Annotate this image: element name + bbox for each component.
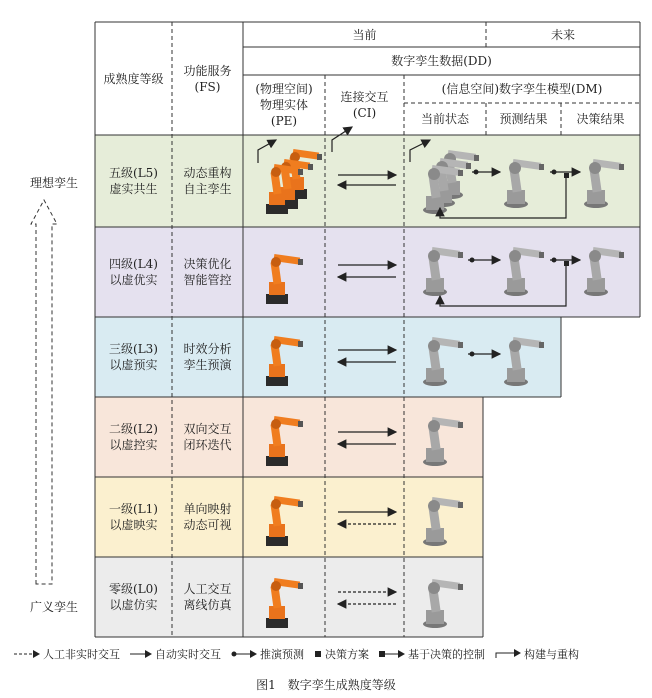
fs-l1-line1: 单向映射 bbox=[183, 502, 232, 516]
legend-auto: 自动实时交互 bbox=[130, 646, 221, 662]
l4-current-robot bbox=[423, 247, 463, 296]
ideal-twin-label: 理想孪生 bbox=[30, 176, 79, 190]
l4-decision-robot bbox=[584, 247, 624, 296]
legend-predict: 推演预测 bbox=[231, 646, 304, 662]
prediction-label: 预测结果 bbox=[499, 112, 548, 126]
fs-l1-line2: 动态可视 bbox=[183, 518, 232, 532]
fs-l3-line1: 时效分析 bbox=[183, 342, 232, 356]
maturity-level-label: 成熟度等级 bbox=[103, 71, 164, 86]
future-label: 未来 bbox=[550, 27, 575, 42]
level-l3-name: 以虚预实 bbox=[109, 358, 158, 372]
fs-l0-line1: 人工交互 bbox=[183, 582, 232, 596]
l3-prediction-robot bbox=[504, 337, 544, 386]
level-l3-code: 三级(L3) bbox=[109, 342, 158, 356]
level-l0-name: 以虚仿实 bbox=[109, 598, 158, 612]
fs-l2-line1: 双向交互 bbox=[183, 422, 232, 436]
fs-l4-line1: 决策优化 bbox=[183, 257, 232, 271]
square-icon bbox=[314, 650, 322, 658]
fs-l0-line2: 离线仿真 bbox=[183, 598, 232, 612]
l1-physical-robot bbox=[266, 496, 303, 546]
fs-l2-line2: 闭环迭代 bbox=[183, 438, 232, 452]
figure-caption: 图1 数字孪生成熟度等级 bbox=[256, 678, 396, 692]
l2-current-robot bbox=[423, 417, 463, 466]
decision-label: 决策结果 bbox=[576, 112, 625, 126]
legend-plan: 决策方案 bbox=[314, 646, 369, 662]
ci-line1: 连接交互 bbox=[340, 90, 389, 104]
legend-manual: 人工非实时交互 bbox=[14, 646, 120, 662]
solid-arrow-icon bbox=[130, 650, 152, 658]
legend bbox=[14, 646, 579, 662]
l4-physical-robot bbox=[266, 254, 303, 304]
square-arrow-icon bbox=[379, 650, 405, 658]
fs-l5-line1: 动态重构 bbox=[183, 166, 232, 180]
l5-ci-rebuild-arrow bbox=[332, 127, 352, 152]
level-l0-code: 零级(L0) bbox=[109, 582, 158, 596]
dot-arrow-icon bbox=[231, 650, 257, 658]
fs-label-line2: (FS) bbox=[194, 79, 221, 94]
l3-current-robot bbox=[423, 337, 463, 386]
level-l2-code: 二级(L2) bbox=[109, 422, 158, 436]
legend-control: 基于决策的控制 bbox=[379, 646, 485, 662]
fs-l4-line2: 智能管控 bbox=[183, 273, 232, 287]
level-l2-name: 以虚控实 bbox=[109, 438, 158, 452]
legend-rebuild: 构建与重构 bbox=[495, 646, 579, 662]
l5-prediction-robot bbox=[504, 159, 544, 208]
level-l5-code: 五级(L5) bbox=[109, 166, 158, 180]
fs-l5-line2: 自主孪生 bbox=[183, 182, 232, 196]
level-l1-code: 一级(L1) bbox=[109, 502, 158, 516]
ci-line2: (CI) bbox=[352, 106, 377, 120]
dd-label: 数字孪生数据(DD) bbox=[391, 54, 492, 68]
l5-physical-robots bbox=[266, 149, 322, 214]
pe-line1: (物理空间) bbox=[255, 82, 313, 96]
current-state-label: 当前状态 bbox=[420, 112, 469, 126]
broad-twin-label: 广义孪生 bbox=[30, 600, 79, 614]
dashed-arrow-icon bbox=[14, 650, 40, 658]
bent-arrow-icon bbox=[495, 649, 521, 659]
l5-current-robots bbox=[423, 150, 479, 214]
l0-current-robot bbox=[423, 579, 463, 628]
pe-line3: (PE) bbox=[270, 114, 298, 128]
level-l4-code: 四级(L4) bbox=[109, 257, 158, 271]
l4-prediction-robot bbox=[504, 247, 544, 296]
l5-decision-robot bbox=[584, 159, 624, 208]
fs-label-line1: 功能服务 bbox=[183, 63, 232, 78]
current-label: 当前 bbox=[352, 27, 377, 42]
l3-physical-robot bbox=[266, 336, 303, 386]
l1-current-robot bbox=[423, 497, 463, 546]
level-l4-name: 以虚优实 bbox=[109, 273, 158, 287]
l5-pe-rebuild-arrow bbox=[258, 140, 276, 163]
level-l5-name: 虚实共生 bbox=[109, 182, 158, 196]
pe-line2: 物理实体 bbox=[259, 98, 308, 112]
l2-physical-robot bbox=[266, 416, 303, 466]
fs-l3-line2: 孪生预演 bbox=[183, 358, 232, 372]
dm-label: (信息空间)数字孪生模型(DM) bbox=[441, 82, 603, 96]
l0-physical-robot bbox=[266, 578, 303, 628]
level-l1-name: 以虚映实 bbox=[109, 518, 158, 532]
